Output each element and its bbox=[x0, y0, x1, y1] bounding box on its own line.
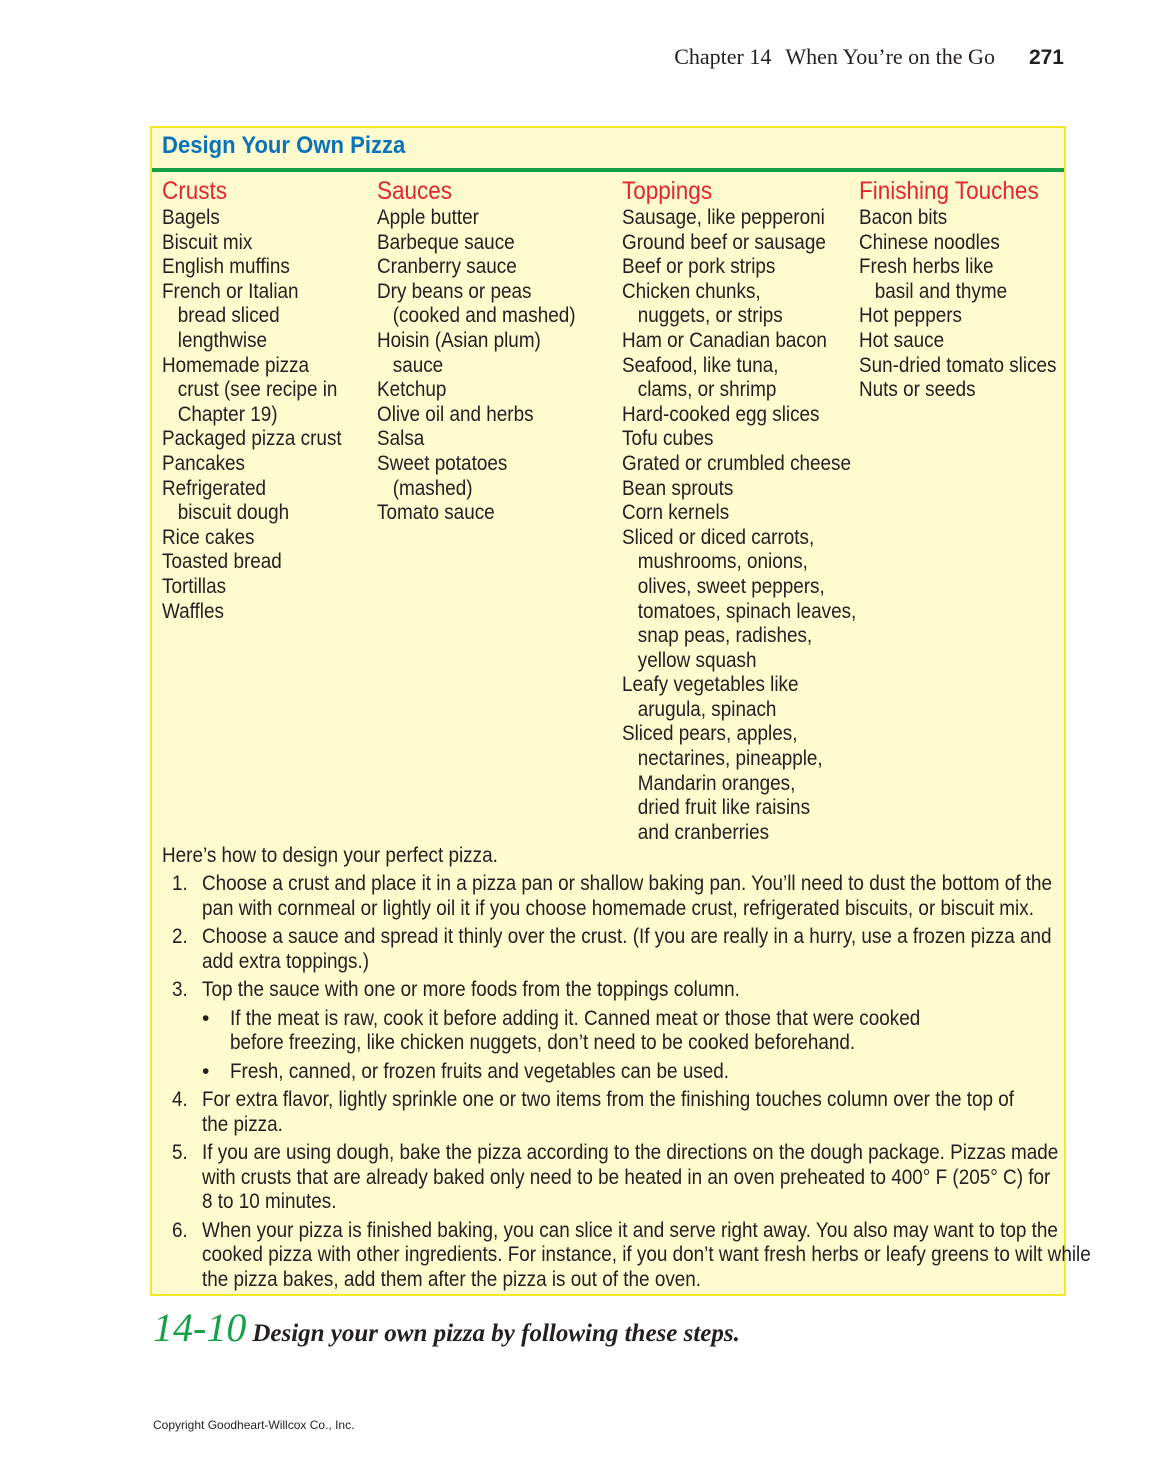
column-item: Sliced pears, apples, bbox=[622, 722, 798, 746]
step-text: When your pizza is finished baking, you can slice it and serve right away. You also may want to top the cooked pizza with other ingredients. For instance, if you don’t want fresh herbs or leafy greens to wilt while the pizza bakes, add them after the pizza is out of the oven. bbox=[202, 1218, 1091, 1291]
column-item: Chinese noodles bbox=[859, 230, 1000, 254]
bullet-icon: • bbox=[202, 1006, 210, 1030]
column-heading: Crusts bbox=[162, 177, 228, 205]
column-item: Sliced or diced carrots, bbox=[622, 525, 815, 549]
step-text: Choose a sauce and spread it thinly over the crust. (If you are really in a hurry, use a frozen pizza and add extra toppings.) bbox=[202, 925, 1052, 973]
column-item: dried fruit like raisins bbox=[622, 796, 811, 820]
bullet-icon: • bbox=[202, 1059, 210, 1083]
copyright-notice: Copyright Goodheart-Willcox Co., Inc. bbox=[153, 1418, 355, 1432]
column-item: Biscuit mix bbox=[162, 230, 253, 254]
column-item: Grated or crumbled cheese bbox=[622, 451, 852, 475]
column-item: English muffins bbox=[162, 255, 290, 279]
column-item: Waffles bbox=[162, 599, 224, 623]
column-item: and cranberries bbox=[622, 820, 770, 844]
step-number: 1. bbox=[172, 872, 188, 895]
step-number: 4. bbox=[172, 1088, 188, 1111]
column-list bbox=[622, 206, 882, 845]
column-item: Leafy vegetables like bbox=[622, 673, 799, 697]
column-item: yellow squash bbox=[622, 648, 757, 672]
step-number: 3. bbox=[172, 978, 188, 1001]
step-number: 2. bbox=[172, 925, 188, 948]
column-item: sauce bbox=[377, 353, 444, 377]
column-heading: Finishing Touches bbox=[859, 177, 1039, 205]
bullet-text: Fresh, canned, or frozen fruits and vegetables can be used. bbox=[230, 1059, 730, 1083]
column-item: Corn kernels bbox=[622, 501, 730, 525]
steps-list bbox=[162, 872, 1091, 1292]
column-item: Chicken chunks, bbox=[622, 279, 761, 303]
column-item: Ham or Canadian bacon bbox=[622, 328, 827, 352]
column-item: snap peas, radishes, bbox=[622, 624, 813, 648]
step-text: If you are using dough, bake the pizza according to the directions on the dough package. Pizzas made with crusts that are already baked only need to be heated in an oven preheated to 400° F (205° C) for 8 to 10 minutes. bbox=[202, 1141, 1059, 1213]
step-item bbox=[162, 925, 1052, 974]
column-item: Bagels bbox=[162, 206, 220, 229]
column-item: Toasted bread bbox=[162, 550, 282, 574]
column-item: Sweet potatoes bbox=[377, 451, 508, 475]
column-item: French or Italian bbox=[162, 279, 299, 303]
column-item: Dry beans or peas bbox=[377, 279, 532, 303]
bullet-item bbox=[162, 1060, 1042, 1085]
figure-caption-text: Design your own pizza by following these steps. bbox=[252, 1320, 740, 1347]
step-text: Choose a crust and place it in a pizza pan or shallow baking pan. You’ll need to dust the bottom of the pan with cornmeal or lightly oil it if you choose homemade crust, refrigerated biscuits, or biscuit mix. bbox=[202, 872, 1053, 920]
column-item: Beef or pork strips bbox=[622, 255, 776, 279]
column-item: Hot peppers bbox=[859, 304, 962, 328]
column-item: Hoisin (Asian plum) bbox=[377, 328, 541, 352]
column-item: Nuts or seeds bbox=[859, 378, 976, 402]
bullet-text: If the meat is raw, cook it before adding it. Canned meat or those that were cooked before freezing, like chicken nuggets, don’t need to be cooked beforehand. bbox=[230, 1006, 921, 1054]
step-text: Top the sauce with one or more foods from the toppings column. bbox=[202, 978, 740, 1001]
step-item bbox=[162, 978, 1042, 1084]
column-toppings bbox=[622, 176, 882, 845]
pizza-design-box bbox=[150, 126, 1091, 1296]
column-list bbox=[859, 206, 1078, 403]
column-item: tomatoes, spinach leaves, bbox=[622, 599, 857, 623]
box-title: Design Your Own Pizza bbox=[162, 132, 406, 159]
column-item: Sun-dried tomato slices bbox=[859, 353, 1057, 377]
figure-number: 14-10 bbox=[153, 1305, 247, 1350]
column-item: Salsa bbox=[377, 427, 425, 451]
column-item: Fresh herbs like bbox=[859, 255, 994, 279]
column-item: Pancakes bbox=[162, 451, 246, 475]
column-item: Mandarin oranges, bbox=[622, 771, 796, 795]
column-item: biscuit dough bbox=[162, 501, 290, 525]
column-item: Bean sprouts bbox=[622, 476, 734, 500]
column-item: Hard-cooked egg slices bbox=[622, 402, 820, 426]
column-heading: Toppings bbox=[622, 177, 713, 205]
column-finishing-touches bbox=[859, 176, 1078, 403]
column-item: Ground beef or sausage bbox=[622, 230, 826, 254]
column-item: Tofu cubes bbox=[622, 427, 714, 451]
column-item: nectarines, pineapple, bbox=[622, 747, 823, 771]
column-item: Barbeque sauce bbox=[377, 230, 515, 254]
column-item: Sausage, like pepperoni bbox=[622, 206, 825, 229]
column-item: crust (see recipe in bbox=[162, 378, 338, 402]
title-divider bbox=[152, 168, 1064, 172]
column-item: olives, sweet peppers, bbox=[622, 574, 825, 598]
column-item: lengthwise bbox=[162, 328, 268, 352]
step-text: For extra flavor, lightly sprinkle one or two items from the finishing touches column over the top of the pizza. bbox=[202, 1088, 1015, 1136]
column-item: bread sliced bbox=[162, 304, 280, 328]
column-item: Hot sauce bbox=[859, 328, 945, 352]
bullet-item bbox=[162, 1007, 1042, 1056]
column-item: Rice cakes bbox=[162, 525, 255, 549]
step-number: 5. bbox=[172, 1141, 188, 1164]
step-item bbox=[162, 1141, 1059, 1215]
chapter-label: Chapter 14 bbox=[674, 44, 772, 69]
column-list bbox=[162, 206, 362, 624]
column-sauces bbox=[377, 176, 598, 526]
column-item: Homemade pizza bbox=[162, 353, 310, 377]
column-item: Cranberry sauce bbox=[377, 255, 517, 279]
page-number: 271 bbox=[1028, 46, 1064, 69]
column-item: basil and thyme bbox=[859, 279, 1008, 303]
step-item bbox=[162, 1218, 1091, 1293]
column-item: Ketchup bbox=[377, 378, 447, 402]
column-item: arugula, spinach bbox=[622, 697, 777, 721]
column-item: nuggets, or strips bbox=[622, 304, 783, 328]
instructions-intro: Here’s how to design your perfect pizza. bbox=[162, 844, 498, 867]
column-item: Tomato sauce bbox=[377, 501, 495, 525]
column-item: (cooked and mashed) bbox=[377, 304, 576, 328]
figure-caption bbox=[153, 1304, 740, 1351]
column-item: Tortillas bbox=[162, 574, 227, 598]
column-item: (mashed) bbox=[377, 476, 473, 500]
step-item bbox=[162, 1088, 1042, 1137]
step-item bbox=[162, 872, 1053, 921]
column-crusts bbox=[162, 176, 362, 624]
column-list bbox=[377, 206, 598, 526]
column-item: Refrigerated bbox=[162, 476, 267, 500]
column-item: Seafood, like tuna, bbox=[622, 353, 779, 377]
bullet-list bbox=[162, 1007, 1042, 1085]
column-item: Bacon bits bbox=[859, 206, 948, 229]
column-item: Olive oil and herbs bbox=[377, 402, 534, 426]
column-item: Packaged pizza crust bbox=[162, 427, 342, 451]
column-item: Chapter 19) bbox=[162, 402, 278, 426]
running-head bbox=[674, 44, 1064, 70]
column-heading: Sauces bbox=[377, 177, 453, 205]
instructions bbox=[162, 844, 1091, 1292]
step-number: 6. bbox=[172, 1218, 188, 1242]
column-item: mushrooms, onions, bbox=[622, 550, 808, 574]
chapter-title: When You’re on the Go bbox=[785, 44, 995, 69]
column-item: Apple butter bbox=[377, 206, 479, 229]
column-item: clams, or shrimp bbox=[622, 378, 777, 402]
